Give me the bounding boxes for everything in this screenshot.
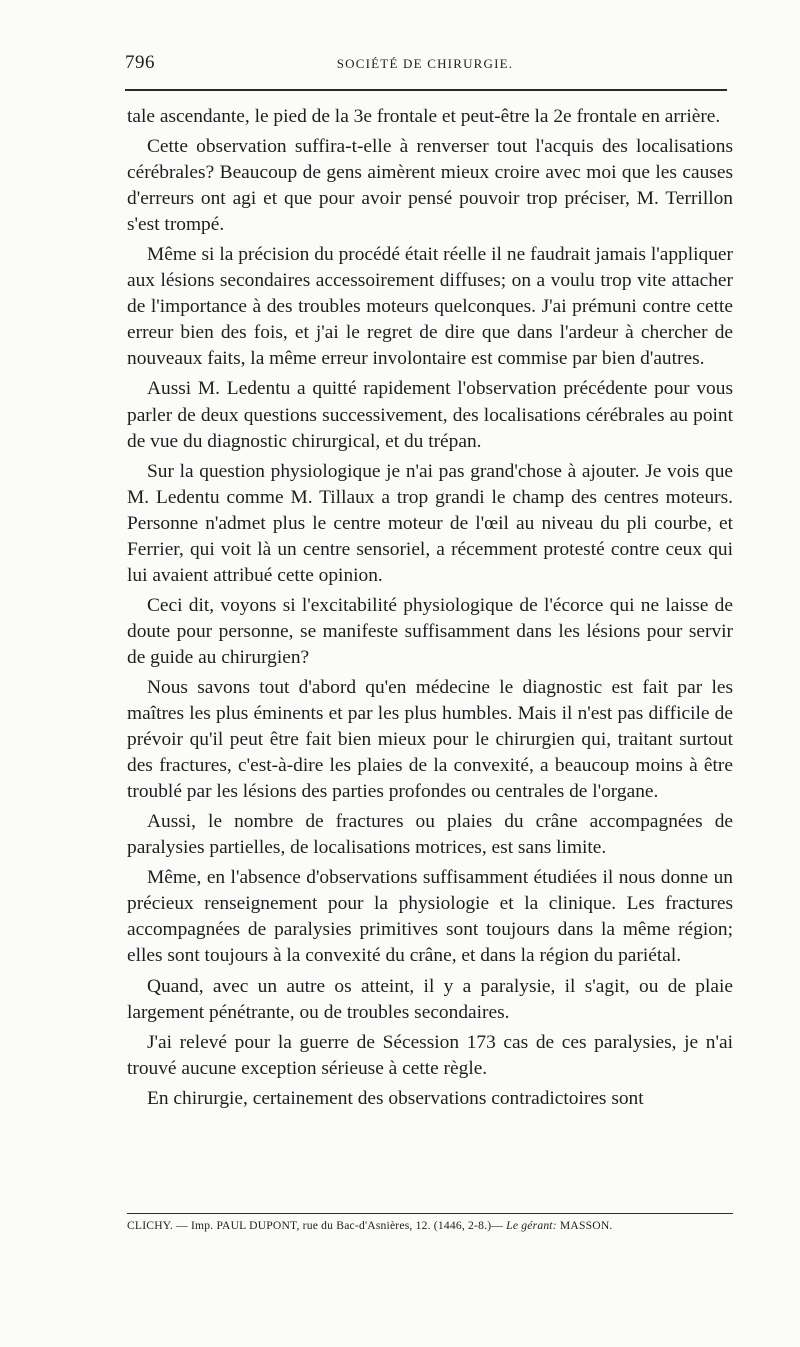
paragraph-7: Nous savons tout d'abord qu'en médecine le diagnostic est fait par les maîtres les plus éminents et par les plus humbles. Mais il n'est pas difficile de prévoir qu'il peut être fait bien mieux pour le chirurgien qui, traitant surtout des fractures, c'est-à-dire les plaies de la convexité, a beaucoup moins à être troublé par les lésions des parties profondes ou centrales de l'organe. (127, 676, 733, 803)
imprint-place: CLICHY. — (127, 1219, 188, 1232)
running-head (125, 52, 725, 80)
footer-rule (127, 1213, 733, 1214)
header-rule (125, 89, 727, 91)
paragraph-6: Ceci dit, voyons si l'excitabilité physiologique de l'écorce qui ne laisse de doute pour personne, se manifeste suffisamment dans les lésions pour servir de guide au chirurgien? (127, 594, 733, 668)
paragraph-3: Même si la précision du procédé était réelle il ne faudrait jamais l'appliquer aux lésions secondaires accessoirement diffuses; on a voulu trop vite attacher de l'importance à des troubles moteurs quelconques. J'ai prémuni contre cette erreur bien des fois, et j'ai le regret de dire que dans l'ardeur à chercher de nouveaux faits, la même erreur involontaire est commise par bien d'autres. (127, 244, 733, 370)
paragraph-5: Sur la question physiologique je n'ai pas grand'chose à ajouter. Je vois que M. Ledentu comme M. Tillaux a trop grandi le champ des centres moteurs. Personne n'admet plus le centre moteur de l'œil au niveau du pli courbe, et Ferrier, qui voit là un centre sensoriel, a récemment protesté contre ceux qui lui avaient attribué cette opinion. (127, 460, 733, 586)
paragraph-10: Quand, avec un autre os atteint, il y a paralysie, il s'agit, ou de plaie largement pénétrante, ou de troubles secondaires. (127, 975, 733, 1023)
journal-title: SOCIÉTÉ DE CHIRURGIE. (336, 56, 514, 71)
body-text (127, 104, 733, 1116)
imprint-manager-name: MASSON. (559, 1219, 613, 1232)
imprint-printer: Imp. PAUL DUPONT, rue du Bac-d'Asnières, 12. (1446, 2-8.)— (190, 1219, 504, 1232)
paragraph-11: J'ai relevé pour la guerre de Sécession 173 cas de ces paralysies, je n'ai trouvé aucune exception sérieuse à cette règle. (127, 1031, 733, 1079)
paragraph-1: tale ascendante, le pied de la 3e frontale et peut-être la 2e frontale en arrière. (127, 106, 721, 127)
imprint-manager-label: Le gérant: (506, 1219, 557, 1232)
paragraph-4: Aussi M. Ledentu a quitté rapidement l'observation précédente pour vous parler de deux questions successivement, des localisations cérébrales au point de vue du diagnostic chirurgical, et du trépan. (127, 378, 733, 452)
page-number: 796 (125, 52, 155, 73)
printer-imprint (127, 1219, 739, 1232)
paragraph-2: Cette observation suffira-t-elle à renverser tout l'acquis des localisations cérébrales? Beaucoup de gens aimèrent mieux croire avec moi que les causes d'erreurs ont agi et que pour avoir pensé pouvoir trop préciser, M. Terrillon s'est trompé. (127, 136, 733, 236)
paragraph-9: Même, en l'absence d'observations suffisamment étudiées il nous donne un précieux renseignement pour la physiologie et la clinique. Les fractures accompagnées de paralysies primitives sont toujours dans la même région; elles sont toujours à la convexité du crâne, et dans la région du pariétal. (127, 867, 733, 967)
paragraph-8: Aussi, le nombre de fractures ou plaies du crâne accompagnées de paralysies partielles, de localisations motrices, est sans limite. (127, 811, 733, 859)
paragraph-12: En chirurgie, certainement des observations contradictoires sont (147, 1087, 644, 1109)
